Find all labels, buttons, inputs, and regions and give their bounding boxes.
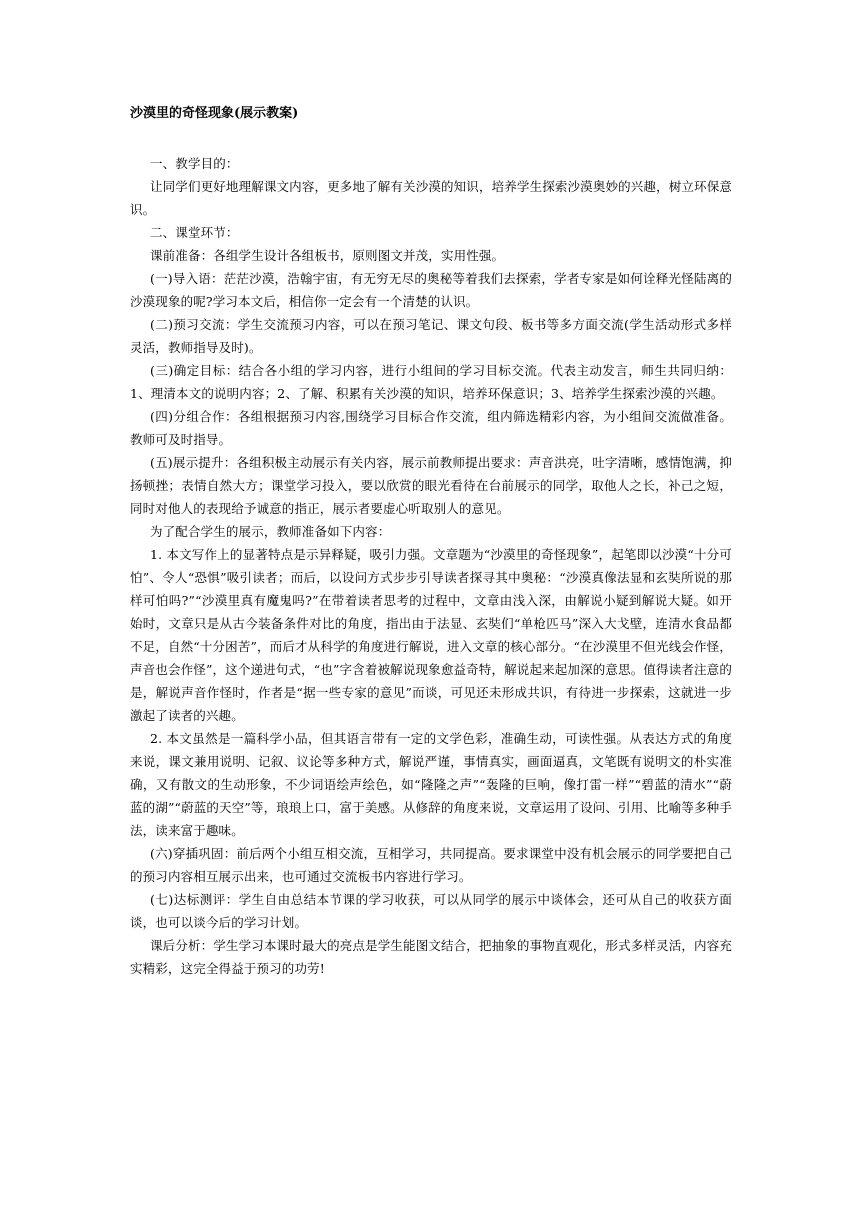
document-page	[130, 104, 732, 980]
paragraph-preview-exchange: (二)预习交流：学生交流预习内容，可以在预习笔记、课文句段、板书等多方面交流(学生活动形式多样灵活，教师指导及时)。	[130, 317, 732, 355]
paragraph-preparation: 课前准备：各组学生设计各组板书，原则图文并茂，实用性强。	[150, 248, 505, 263]
section-heading-objectives: 一、教学目的：	[150, 156, 239, 171]
paragraph-point-2: 2. 本文虽然是一篇科学小品，但其语言带有一定的文学色彩，准确生动，可读性强。从表达方式的角度来说，课文兼用说明、记叙、议论等多种方式，解说严谨，事情真实，画面逼真，文笔既有说明文的朴实准确，又有散文的生动形象，不少词语绘声绘色，如“隆隆之声”“轰隆的巨响，像打雷一样”“碧蓝的清水”“蔚蓝的湖”“蔚蓝的天空”等，琅琅上口，富于美感。从修辞的角度来说，文章运用了设问、引用、比喻等多种手法，读来富于趣味。	[130, 731, 732, 838]
section-heading-classroom: 二、课堂环节：	[150, 225, 239, 240]
document-body	[130, 152, 732, 980]
paragraph-analysis: 课后分析：学生学习本课时最大的亮点是学生能图文结合，把抽象的事物直观化，形式多样灵活，内容充实精彩，这完全得益于预习的功劳!	[130, 938, 732, 976]
paragraph-teacher-prep: 为了配合学生的展示，教师准备如下内容：	[150, 524, 391, 539]
document-title: 沙漠里的奇怪现象(展示教案)	[130, 106, 299, 121]
paragraph-assessment: (七)达标测评：学生自由总结本节课的学习收获，可以从同学的展示中谈体会，还可从自己的收获方面谈，也可以谈今后的学习计划。	[130, 892, 732, 930]
paragraph-point-1: 1. 本文写作上的显著特点是示异释疑，吸引力强。文章题为“沙漠里的奇怪现象”，起笔即以沙漠“十分可怕”、令人“恐惧”吸引读者；而后，以设问方式步步引导读者探寻其中奥秘：“沙漠真像法显和玄奘所说的那样可怕吗?”“沙漠里真有魔鬼吗?”在带着读者思考的过程中，文章由浅入深，由解说小疑到解说大疑。如开始时，文章只是从古今装备条件对比的角度，指出由于法显、玄奘们“单枪匹马”深入大戈壁，连清水食品都不足，自然“十分困苦”，而后才从科学的角度进行解说，进入文章的核心部分。“在沙漠里不但光线会作怪，声音也会作怪”，这个递进句式，“也”字含着被解说现象愈益奇特，解说起来起加深的意思。值得读者注意的是，解说声音作怪时，作者是“据一些专家的意见”而谈，可见还未形成共识，有待进一步探索，这就进一步激起了读者的兴趣。	[130, 547, 732, 723]
paragraph-consolidation: (六)穿插巩固：前后两个小组互相交流，互相学习，共同提高。要求课堂中没有机会展示的同学要把自己的预习内容相互展示出来，也可通过交流板书内容进行学习。	[130, 846, 732, 884]
paragraph-presentation: (五)展示提升：各组积极主动展示有关内容，展示前教师提出要求：声音洪亮，吐字清晰，感情饱满，抑扬顿挫；表情自然大方；课堂学习投入，要以欣赏的眼光看待在台前展示的同学，取他人之长，补己之短，同时对他人的表现给予诚意的指正，展示者要虚心听取别人的意见。	[130, 455, 732, 516]
paragraph-set-goals: (三)确定目标：结合各小组的学习内容，进行小组间的学习目标交流。代表主动发言，师生共同归纳：1、理清本文的说明内容；2、了解、积累有关沙漠的知识，培养环保意识；3、培养学生探索沙漠的兴趣。	[130, 363, 732, 401]
paragraph-group-work: (四)分组合作：各组根据预习内容,围绕学习目标合作交流，组内筛选精彩内容，为小组间交流做准备。教师可及时指导。	[130, 409, 732, 447]
paragraph-objectives: 让同学们更好地理解课文内容，更多地了解有关沙漠的知识，培养学生探索沙漠奥妙的兴趣，树立环保意识。	[130, 179, 732, 217]
paragraph-introduction: (一)导入语：茫茫沙漠，浩翰宇宙，有无穷无尽的奥秘等着我们去探索，学者专家是如何诠释光怪陆离的沙漠现象的呢?学习本文后，相信你一定会有一个清楚的认识。	[130, 271, 732, 309]
